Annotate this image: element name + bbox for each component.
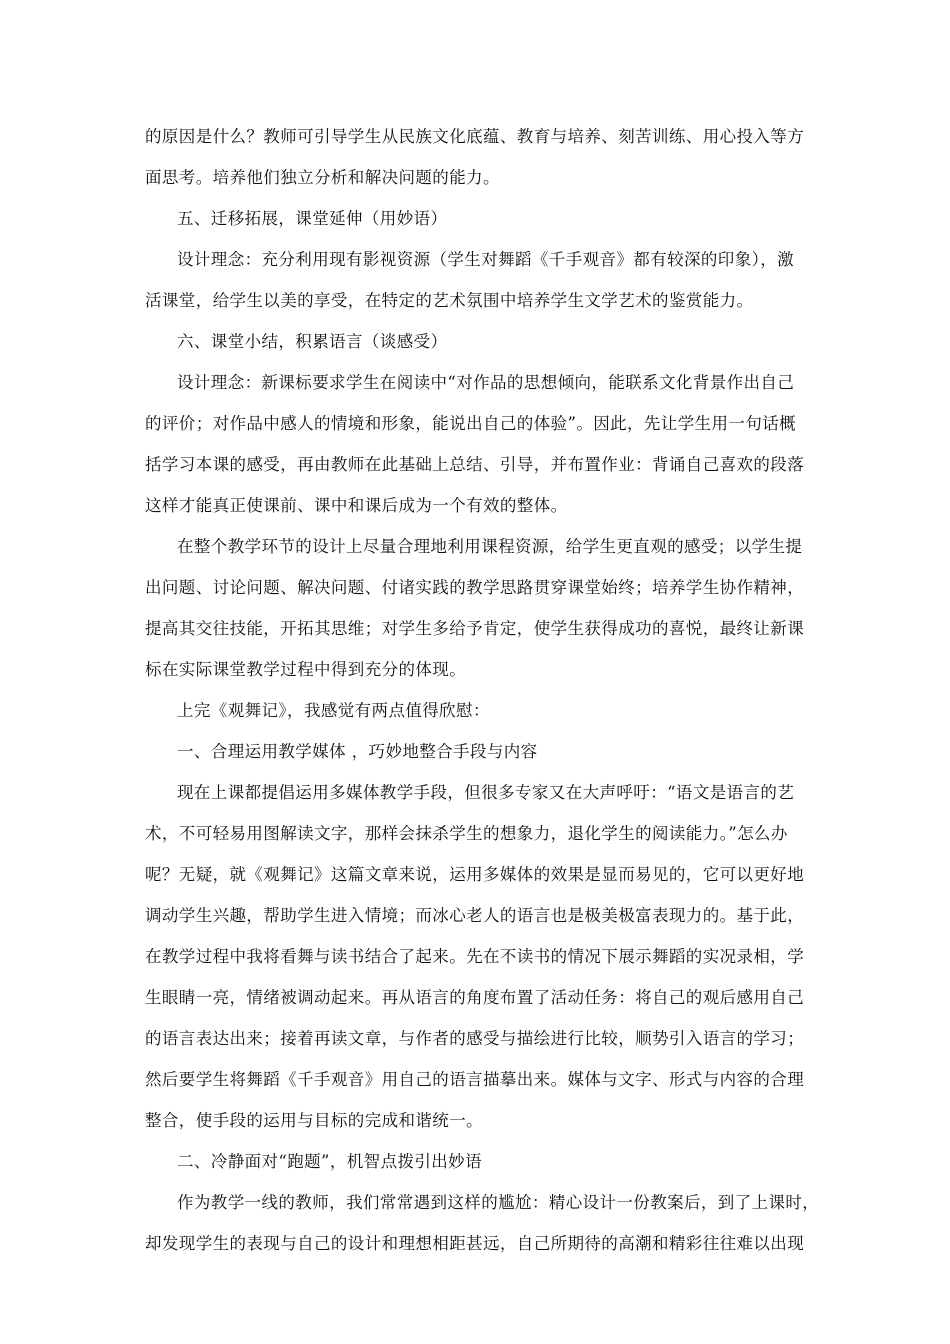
section-heading: 一、合理运用教学媒体 ，巧妙地整合手段与内容 <box>177 742 538 761</box>
text-line: 却发现学生的表现与自己的设计和理想相距甚远，自己所期待的高潮和精彩往往难以出现 <box>145 1234 805 1253</box>
text-line: 括学习本课的感受，再由教师在此基础上总结、引导，并布置作业：背诵自己喜欢的段落 <box>145 455 805 474</box>
text-line: 设计理念：充分利用现有影视资源（学生对舞蹈《千手观音》都有较深的印象），激 <box>177 250 795 269</box>
text-line: 然后要学生将舞蹈《千手观音》用自己的语言描摹出来。媒体与文字、形式与内容的合理 <box>145 1070 805 1089</box>
text-line: 提高其交往技能，开拓其思维；对学生多给予肯定，使学生获得成功的喜悦，最终让新课 <box>145 619 805 638</box>
text-line: 标在实际课堂教学过程中得到充分的体现。 <box>145 660 467 679</box>
text-line: 的原因是什么？教师可引导学生从民族文化底蕴、教育与培养、刻苦训练、用心投入等方 <box>145 127 805 146</box>
text-line: 出问题、讨论问题、解决问题、付诸实践的教学思路贯穿课堂始终；培养学生协作精神， <box>145 578 805 597</box>
text-line: 这样才能真正使课前、课中和课后成为一个有效的整体。 <box>145 496 568 515</box>
text-line: 生眼睛一亮，情绪被调动起来。再从语言的角度布置了活动任务：将自己的观后感用自己 <box>145 988 805 1007</box>
text-line: 的评价；对作品中感人的情境和形象，能说出自己的体验”。因此，先让学生用一句话概 <box>145 414 797 433</box>
text-line: 设计理念：新课标要求学生在阅读中“对作品的思想倾向，能联系文化背景作出自己 <box>177 373 795 392</box>
text-line: 调动学生兴趣，帮助学生进入情境；而冰心老人的语言也是极美极富表现力的。基于此， <box>145 906 805 925</box>
text-line: 的语言表达出来；接着再读文章，与作者的感受与描绘进行比较，顺势引入语言的学习； <box>145 1029 805 1048</box>
text-line: 在整个教学环节的设计上尽量合理地利用课程资源，给学生更直观的感受；以学生提 <box>177 537 803 556</box>
text-line: 作为教学一线的教师，我们常常遇到这样的尴尬：精心设计一份教案后，到了上课时， <box>177 1193 820 1212</box>
text-line: 整合，使手段的运用与目标的完成和谐统一。 <box>145 1111 483 1130</box>
text-line: 现在上课都提倡运用多媒体教学手段，但很多专家又在大声呼吁：“语文是语言的艺 <box>177 783 795 802</box>
text-line: 活课堂，给学生以美的享受，在特定的艺术氛围中培养学生文学艺术的鉴赏能力。 <box>145 291 754 310</box>
text-line: 呢？无疑，就《观舞记》这篇文章来说，运用多媒体的效果是显而易见的，它可以更好地 <box>145 865 805 884</box>
section-heading: 五、迁移拓展，课堂延伸（用妙语） <box>177 209 448 228</box>
text-line: 术，不可轻易用图解读文字，那样会抹杀学生的想象力，退化学生的阅读能力。”怎么办 <box>145 824 788 843</box>
section-heading: 二、冷静面对“跑题”，机智点拨引出妙语 <box>177 1152 482 1171</box>
text-line: 面思考。培养他们独立分析和解决问题的能力。 <box>145 168 500 187</box>
text-line: 在教学过程中我将看舞与读书结合了起来。先在不读书的情况下展示舞蹈的实况录相，学 <box>145 947 805 966</box>
text-line: 上完《观舞记》，我感觉有两点值得欣慰： <box>177 701 490 720</box>
section-heading: 六、课堂小结，积累语言（谈感受） <box>177 332 448 351</box>
